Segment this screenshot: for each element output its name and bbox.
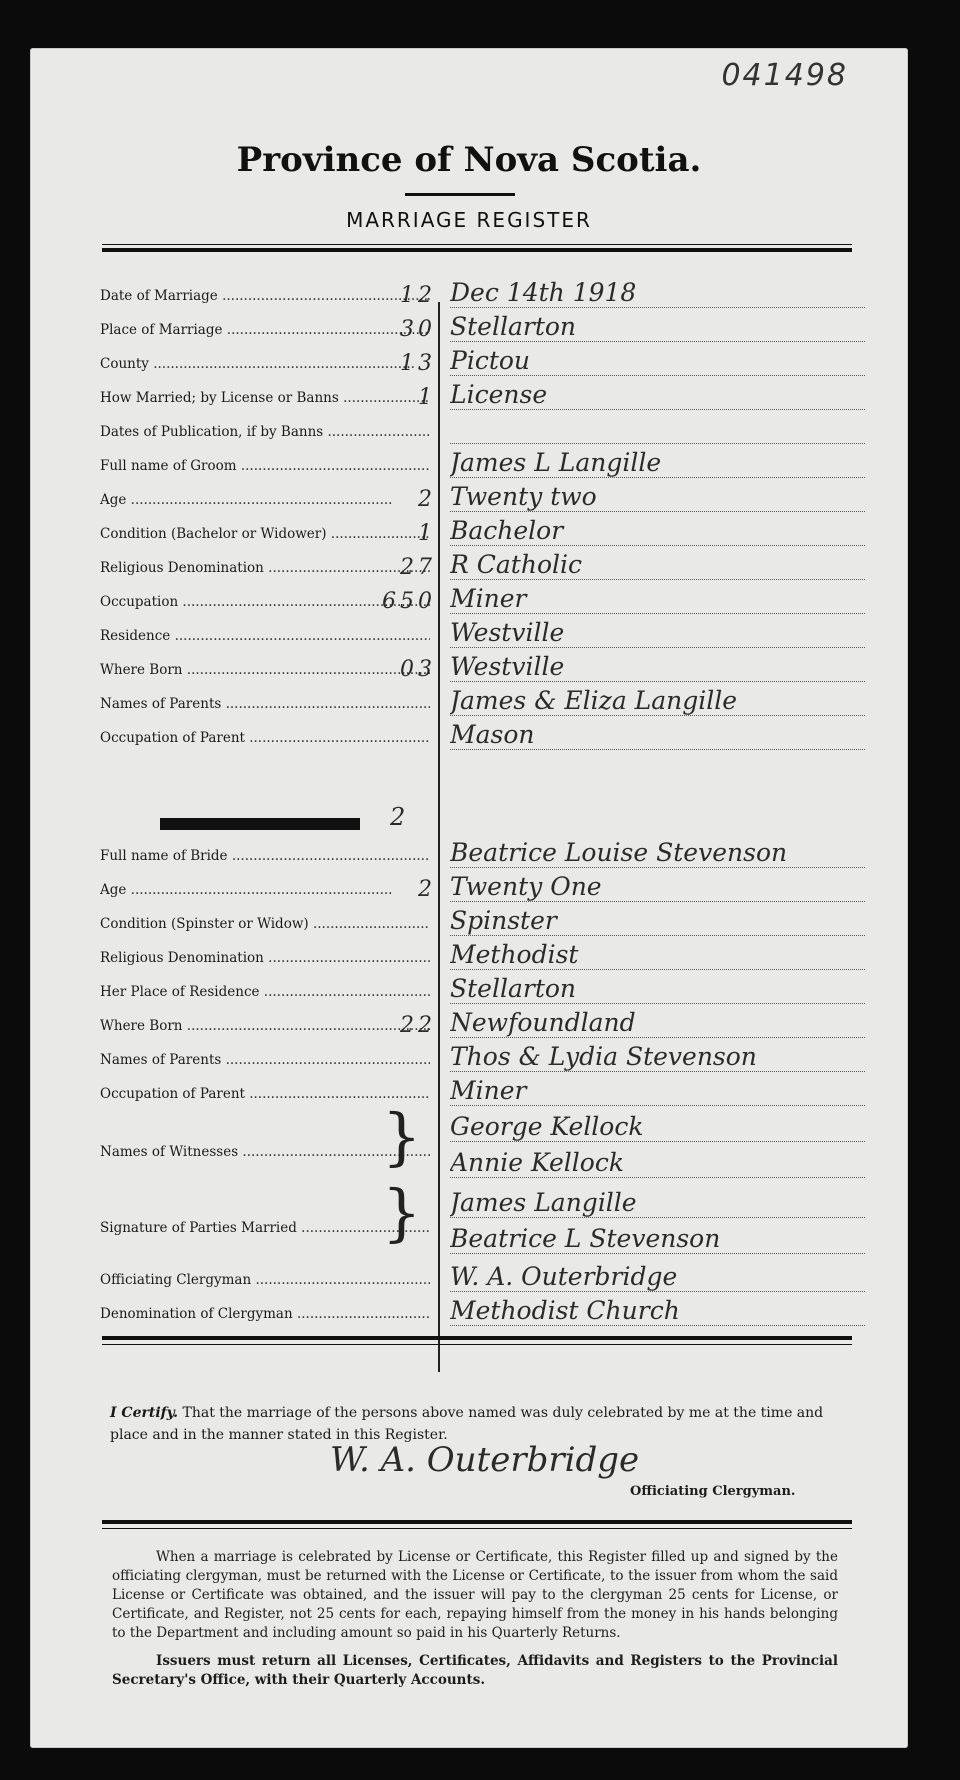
form-subtitle: MARRIAGE REGISTER [346, 208, 592, 232]
field-row-groom-name [100, 446, 870, 480]
field-value: Twenty two [450, 482, 865, 512]
field-value: Thos & Lydia Stevenson [450, 1042, 865, 1072]
field-code: 03 [400, 657, 436, 682]
field-row-bride-condition [100, 904, 870, 938]
field-value: Miner [450, 584, 865, 614]
field-value: Dec 14th 1918 [450, 278, 865, 308]
field-value: Twenty One [450, 872, 865, 902]
field-row-clergyman [100, 1260, 870, 1294]
field-code: 1 [418, 521, 436, 546]
field-value: W. A. Outerbridge [450, 1262, 865, 1292]
party-signature: Beatrice L Stevenson [450, 1224, 865, 1254]
field-value: James & Eliza Langille [450, 686, 865, 716]
field-label: How Married; by License or Banns ..... [100, 390, 430, 406]
field-label: Place of Marriage ..... [100, 322, 430, 338]
field-label: Dates of Publication, if by Banns ..... [100, 424, 430, 440]
header-rule-thin [102, 244, 852, 245]
field-row-groom-age [100, 480, 870, 514]
field-code: 2 [418, 877, 436, 902]
field-code: 1 [418, 385, 436, 410]
field-label: Denomination of Clergyman ..... [100, 1306, 430, 1322]
field-value [450, 443, 865, 444]
field-row-place [100, 310, 870, 344]
field-row-bride-residence [100, 972, 870, 1006]
field-row-bride-name [100, 836, 870, 870]
party-signature: James Langille [450, 1188, 865, 1218]
field-label: Full name of Groom ..... [100, 458, 430, 474]
field-label: Names of Parents ..... [100, 1052, 430, 1068]
field-row-bride-age [100, 870, 870, 904]
field-label: Occupation of Parent ..... [100, 730, 430, 746]
bride-section-bar [160, 818, 360, 830]
field-label: Where Born ..... [100, 1018, 430, 1034]
field-value: Stellarton [450, 312, 865, 342]
clergy-signature-caption: Officiating Clergyman. [630, 1484, 796, 1499]
form-title: Province of Nova Scotia. [236, 140, 702, 180]
field-value: James L Langille [450, 448, 865, 478]
section-rule-thin [102, 1344, 852, 1345]
bride-section-code: 2 [390, 803, 406, 831]
field-value: Methodist [450, 940, 865, 970]
register-form [30, 48, 908, 1748]
header-rule-thick [102, 248, 852, 252]
field-row-bride-birthplace [100, 1006, 870, 1040]
field-row-bride-parents [100, 1040, 870, 1074]
field-value: Methodist Church [450, 1296, 865, 1326]
issuers-notice: Issuers must return all Licenses, Certificates, Affidavits and Registers to the Provincial Secretary's Office, with their Quarterly Accounts. [112, 1653, 838, 1688]
signature-line-1 [100, 1186, 870, 1220]
field-label: Date of Marriage ..... [100, 288, 430, 304]
signature-brace: } [382, 1176, 422, 1249]
witness-label: Names of Witnesses ..... [100, 1144, 430, 1160]
field-row-how-married [100, 378, 870, 412]
field-label: Her Place of Residence ..... [100, 984, 430, 1000]
field-row-groom-parent-occupation [100, 718, 870, 752]
field-value: R Catholic [450, 550, 865, 580]
field-code: 30 [400, 317, 436, 342]
field-label: Residence ..... [100, 628, 430, 644]
field-row-clergy-denomination [100, 1294, 870, 1328]
field-value: Miner [450, 1076, 865, 1106]
field-value: Westville [450, 618, 865, 648]
witness-line-2 [100, 1146, 870, 1180]
field-code: 13 [400, 351, 436, 376]
field-label: Officiating Clergyman ..... [100, 1272, 430, 1288]
field-row-groom-condition [100, 514, 870, 548]
witness-name: Annie Kellock [450, 1148, 865, 1178]
return-notice: When a marriage is celebrated by License or Certificate, this Register filled up and signed by the officiating clergyman, must be returned with the License or Certificate, to the issuer from whom the said License or Certificate was obtained, and the issuer will pay to the clergyman 25 cents for License, or Certificate, and Register, not 25 cents for each, repaying himself from the money in his hands belonging to the Department and including amount so paid in his Quarterly Returns. [112, 1549, 838, 1641]
field-code: 27 [400, 555, 436, 580]
certify-text: That the marriage of the persons above named was duly celebrated by me at the time and place and in the manner stated in this Register. [110, 1405, 824, 1443]
field-value: Stellarton [450, 974, 865, 1004]
field-row-date [100, 276, 870, 310]
field-label: Condition (Spinster or Widow) ..... [100, 916, 430, 932]
field-value: Pictou [450, 346, 865, 376]
field-value: Beatrice Louise Stevenson [450, 838, 865, 868]
field-value: Newfoundland [450, 1008, 865, 1038]
clergy-signature: W. A. Outerbridge [330, 1440, 640, 1480]
document-number: 041498 [721, 58, 848, 93]
field-label: Where Born ..... [100, 662, 430, 678]
field-code: 2 [418, 487, 436, 512]
field-code: 650 [382, 589, 436, 614]
field-label: Age ..... [100, 492, 430, 508]
certify-lead: I Certify. [110, 1405, 179, 1421]
section-rule-thick [102, 1336, 852, 1340]
title-rule [405, 193, 515, 196]
field-label: Age ..... [100, 882, 430, 898]
field-label: Condition (Bachelor or Widower) ..... [100, 526, 430, 542]
field-row-bride-parent-occupation [100, 1074, 870, 1108]
signature-line-2 [100, 1222, 870, 1256]
witness-name: George Kellock [450, 1112, 865, 1142]
field-label: Religious Denomination ..... [100, 950, 430, 966]
field-label: Occupation ..... [100, 594, 430, 610]
field-label: Full name of Bride ..... [100, 848, 430, 864]
field-code: 12 [400, 283, 436, 308]
field-value: Spinster [450, 906, 865, 936]
field-row-groom-religion [100, 548, 870, 582]
field-row-groom-residence [100, 616, 870, 650]
field-label: County ..... [100, 356, 430, 372]
signature-label: Signature of Parties Married ..... [100, 1220, 430, 1236]
field-value: Mason [450, 720, 865, 750]
witness-brace: } [382, 1100, 422, 1173]
field-label: Occupation of Parent ..... [100, 1086, 430, 1102]
witness-line-1 [100, 1110, 870, 1144]
field-label: Names of Parents ..... [100, 696, 430, 712]
field-row-groom-occupation [100, 582, 870, 616]
field-label: Religious Denomination ..... [100, 560, 430, 576]
field-code: 22 [400, 1013, 436, 1038]
field-row-groom-birthplace [100, 650, 870, 684]
footer-rule-thick [102, 1520, 852, 1524]
footer-rule-thin [102, 1528, 852, 1529]
field-row-publication [100, 412, 870, 446]
field-value: Bachelor [450, 516, 865, 546]
field-value: License [450, 380, 865, 410]
field-row-county [100, 344, 870, 378]
field-row-bride-religion [100, 938, 870, 972]
field-value: Westville [450, 652, 865, 682]
field-row-groom-parents [100, 684, 870, 718]
